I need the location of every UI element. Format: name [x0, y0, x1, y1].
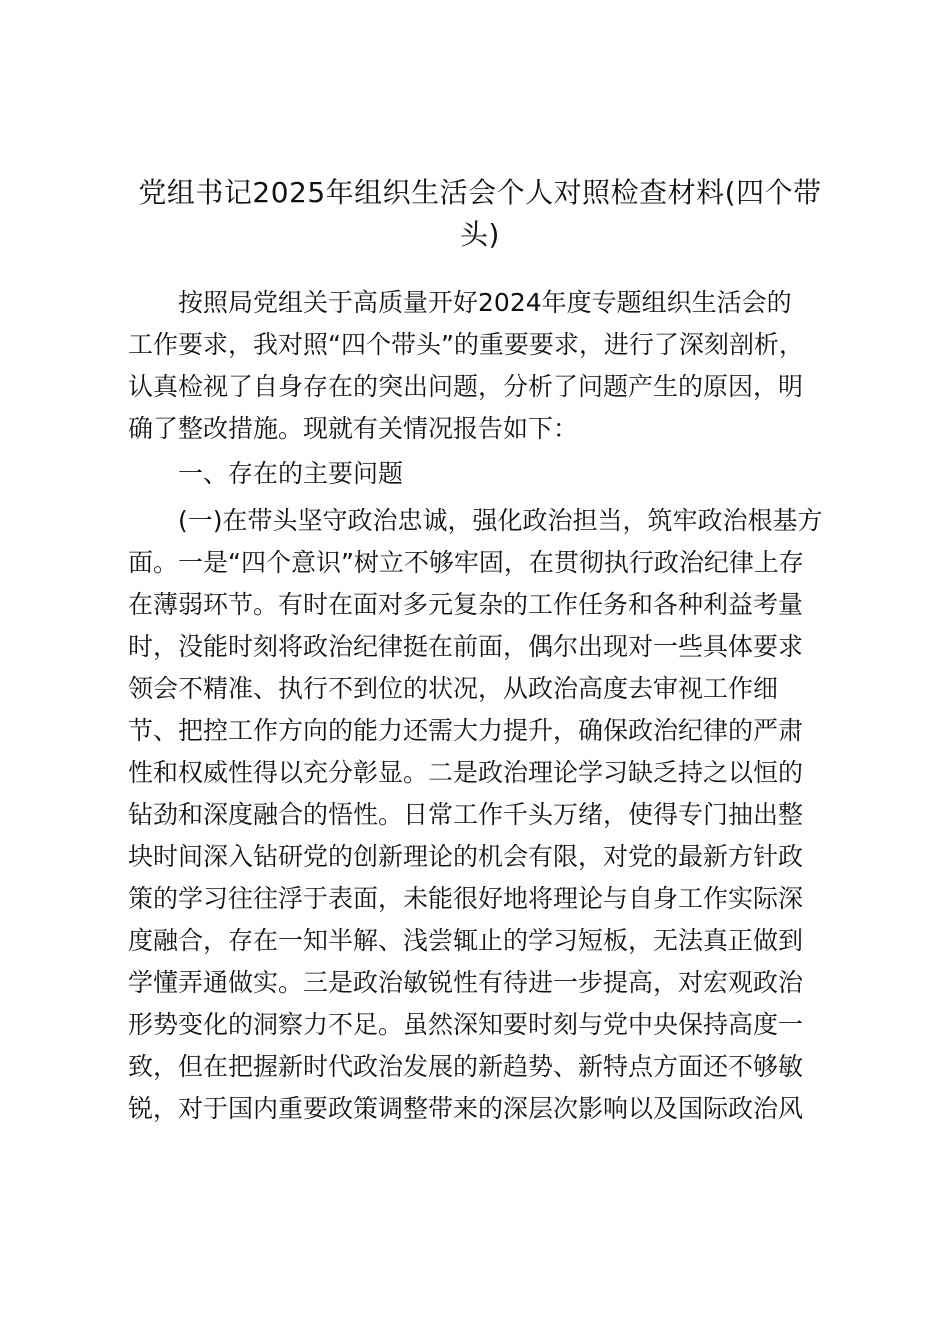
body-line-14: 致，但在把握新时代政治发展的新趋势、新特点方面还不够敏 [128, 1052, 804, 1081]
intro-line-4: 确了整改措施。现就有关情况报告如下： [128, 414, 579, 443]
body-line-4: 时，没能时刻将政治纪律挺在前面，偶尔出现对一些具体要求 [128, 632, 804, 661]
body-line-3: 在薄弱环节。有时在面对多元复杂的工作任务和各种利益考量 [128, 590, 804, 619]
body-line-1: (一)在带头坚守政治忠诚，强化政治担当，筑牢政治根基方 [178, 506, 823, 535]
body-line-12: 学懂弄通做实。三是政治敏锐性有待进一步提高，对宏观政治 [128, 968, 804, 997]
document-title: 党组书记2025年组织生活会个人对照检查材料(四个带头) [138, 176, 822, 251]
body-line-15: 锐，对于国内重要政策调整带来的深层次影响以及国际政治风 [128, 1094, 804, 1123]
body-line-6: 节、把控工作方向的能力还需大力提升，确保政治纪律的严肃 [128, 716, 804, 745]
body-line-9: 块时间深入钻研党的创新理论的机会有限，对党的最新方针政 [128, 842, 804, 871]
intro-line-1: 按照局党组关于高质量开好2024年度专题组织生活会的 [178, 288, 792, 317]
body-line-8: 钻劲和深度融合的悟性。日常工作千头万绪，使得专门抽出整 [128, 800, 804, 829]
intro-line-2: 工作要求，我对照“四个带头”的重要要求，进行了深刻剖析， [128, 330, 804, 359]
section-heading: 一、存在的主要问题 [178, 459, 404, 488]
body-line-11: 度融合，存在一知半解、浅尝辄止的学习短板，无法真正做到 [128, 926, 804, 955]
body-line-10: 策的学习往往浮于表面，未能很好地将理论与自身工作实际深 [128, 884, 804, 913]
body-line-2: 面。一是“四个意识”树立不够牢固，在贯彻执行政治纪律上存 [128, 548, 804, 577]
intro-line-3: 认真检视了自身存在的突出问题，分析了问题产生的原因，明 [128, 372, 804, 401]
body-line-7: 性和权威性得以充分彰显。二是政治理论学习缺乏持之以恒的 [128, 758, 804, 787]
body-line-13: 形势变化的洞察力不足。虽然深知要时刻与党中央保持高度一 [128, 1010, 804, 1039]
body-line-5: 领会不精准、执行不到位的状况，从政治高度去审视工作细 [128, 674, 779, 703]
